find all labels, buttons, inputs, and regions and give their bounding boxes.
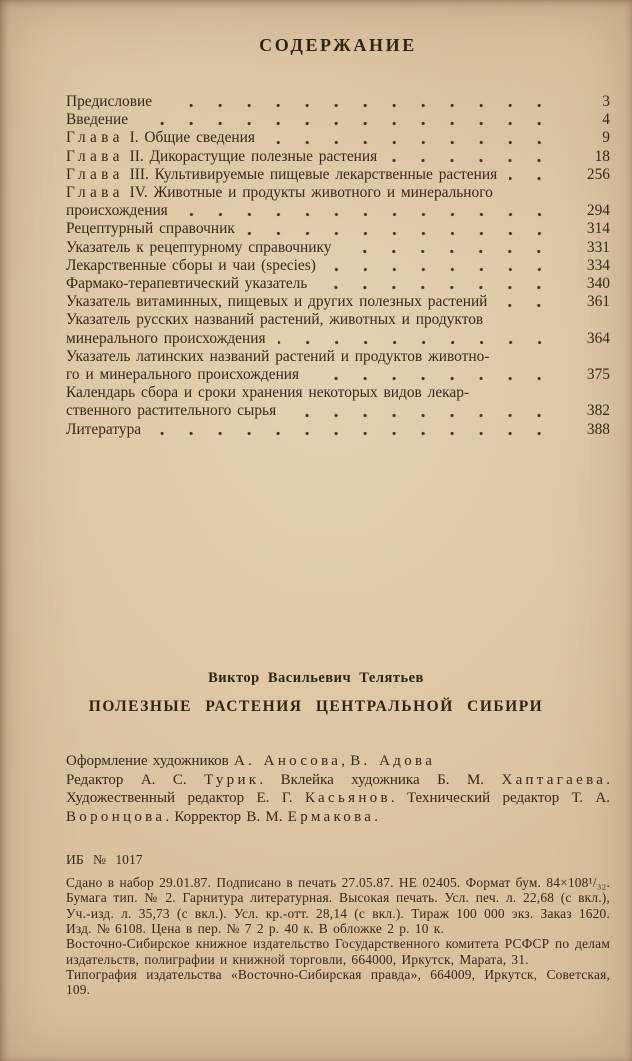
dot-leader [319, 285, 566, 290]
contents-title: СОДЕРЖАНИЕ [259, 35, 417, 55]
toc-entry-text: Указатель к рецептурному справочнику [66, 238, 332, 256]
toc-entry-text: Указатель латинских названий растений и продуктов животно- [66, 347, 490, 365]
credit-text: . [374, 809, 378, 826]
toc-page-number: 340 [586, 275, 610, 293]
toc-row [66, 293, 610, 311]
toc-entry-text: Глава I. Общие сведения [66, 129, 255, 147]
toc-page-number: 314 [586, 220, 610, 238]
toc-page-number: 361 [586, 293, 610, 311]
person-name: Ермакова [287, 809, 375, 826]
credit-text: . Художественный редактор Е. Г. [66, 771, 610, 807]
toc-row [66, 111, 610, 129]
toc-row [66, 275, 610, 293]
toc-row [66, 384, 610, 402]
credit-text: Редактор А. С. [66, 771, 205, 788]
toc-page-number: 18 [594, 147, 610, 165]
toc-entry-text: Глава IV. Животные и продукты животного и минерального [66, 184, 493, 202]
person-name: Турик [204, 771, 260, 788]
toc-entry-text: Введение [66, 111, 129, 129]
colophon-paragraphs [66, 875, 610, 997]
toc-page-number: 4 [602, 111, 610, 129]
toc-entry-text: происхождения [66, 202, 168, 220]
toc-row [66, 348, 610, 366]
person-name: В. Адова [350, 752, 436, 769]
toc-entry-text: Рецептурный справочник [66, 220, 235, 238]
toc-entry-text: Глава II. Дикорастущие полезные растения [66, 147, 378, 165]
toc-row [66, 402, 610, 420]
credit-text: . Корректор В. М. [165, 809, 288, 826]
person-name: Хаптагаева [501, 771, 607, 788]
dot-leader [343, 249, 566, 254]
person-name: Воронцова [66, 809, 166, 826]
toc-row [66, 257, 610, 275]
toc-page-number: 9 [602, 129, 610, 147]
toc-entry-text: Лекарственные сборы и чаи (species) [66, 256, 316, 274]
colophon-paragraph: Восточно-Сибирское книжное издательство Государственного комитета РСФСР по делам издательств, полиграфии и книжной торговли, 664000, Иркутск, Марата, 31. [66, 936, 610, 967]
toc-row [66, 166, 610, 184]
toc-page-number: 375 [586, 366, 610, 384]
colophon-paragraph: Сдано в набор 29.01.87. Подписано в печать 27.05.87. НЕ 02405. Формат бум. 84×108¹/₃₂. Бумага тип. № 2. Гарнитура литературная. Высокая печать. Усл. печ. л. 22,68 (с вкл.), Уч.-изд. л. 35,73 (с вкл.). Усл. кр.-отт. 28,14 (с вкл.). Тираж 100 000 экз. Заказ 1620. Изд. № 6108. Цена в пер. № 7 2 р. 40 к. В обложке 2 р. 10 к. [66, 875, 610, 936]
toc-row [66, 239, 610, 257]
toc-entry-text: ственного растительного сырья [66, 402, 277, 420]
dot-leader [153, 431, 566, 436]
dot-leader [164, 103, 566, 108]
toc-entry-text: Указатель русских названий растений, животных и продуктов [66, 311, 484, 329]
toc-entry-text: Предисловие [66, 93, 153, 110]
toc-page-number: 334 [586, 256, 610, 274]
credit-paragraph [66, 752, 610, 771]
toc-chapter-word: Глава [66, 165, 124, 183]
dot-leader [328, 267, 566, 272]
toc-row [66, 184, 610, 202]
toc-entry-text: Глава III. Культивируемые пищевые лекарственные растения [66, 165, 498, 183]
credit-text: . Технический редактор Т. А. [390, 790, 611, 807]
toc-entry-text: Указатель витаминных, пищевых и других полезных растений [66, 293, 488, 311]
toc-chapter-word: Глава [66, 147, 124, 165]
credit-text: . Вклейка художника Б. М. [259, 771, 502, 788]
toc-page-number: 382 [586, 402, 610, 420]
dot-leader [288, 413, 566, 418]
toc-row [66, 366, 610, 384]
dot-leader [247, 231, 566, 236]
toc-page-number: 388 [586, 420, 610, 438]
book-author: Виктор Васильевич Телятьев [208, 669, 424, 686]
toc-entry-text: Календарь сбора и сроки хранения некоторых видов лекар- [66, 384, 470, 402]
dot-leader [267, 140, 566, 145]
toc-row [66, 202, 610, 220]
toc-row [66, 129, 610, 147]
toc-entry-text: Литература [66, 420, 142, 438]
toc-row [66, 421, 610, 439]
toc-page-number: 294 [586, 202, 610, 220]
credit-paragraph [66, 771, 610, 827]
person-name: Касьянов [304, 790, 391, 807]
dot-leader [499, 303, 566, 308]
person-name: А. Аносова [233, 752, 342, 769]
credit-text: Оформление художников [66, 752, 234, 769]
table-of-contents [66, 93, 610, 439]
colophon-paragraph: Типография издательства «Восточно-Сибирская правда», 664009, Иркутск, Советская, 109. [66, 966, 610, 998]
ib-number: ИБ № 1017 [66, 852, 143, 868]
toc-entry-text: го и минерального происхождения [66, 366, 300, 384]
toc-row [66, 93, 610, 111]
dot-leader [389, 158, 566, 163]
toc-page-number: 256 [586, 165, 610, 183]
toc-row [66, 220, 610, 238]
toc-page-number: 364 [586, 329, 610, 347]
toc-page-number: 331 [586, 238, 610, 256]
toc-page-number: 3 [602, 93, 610, 110]
dot-leader [278, 340, 566, 345]
dot-leader [140, 121, 566, 126]
toc-entry-text: Фармако-терапевтический указатель [66, 275, 308, 293]
toc-row [66, 311, 610, 329]
toc-entry-text: минерального происхождения [66, 329, 266, 347]
toc-chapter-word: Глава [66, 184, 124, 202]
toc-row [66, 330, 610, 348]
book-title: ПОЛЕЗНЫЕ РАСТЕНИЯ ЦЕНТРАЛЬНОЙ СИБИРИ [88, 697, 544, 715]
dot-leader [180, 212, 566, 217]
dot-leader [311, 376, 566, 381]
dot-leader [509, 176, 566, 181]
credit-text: , [341, 752, 351, 769]
toc-row [66, 148, 610, 166]
credits [66, 752, 610, 827]
toc-chapter-word: Глава [66, 129, 124, 147]
